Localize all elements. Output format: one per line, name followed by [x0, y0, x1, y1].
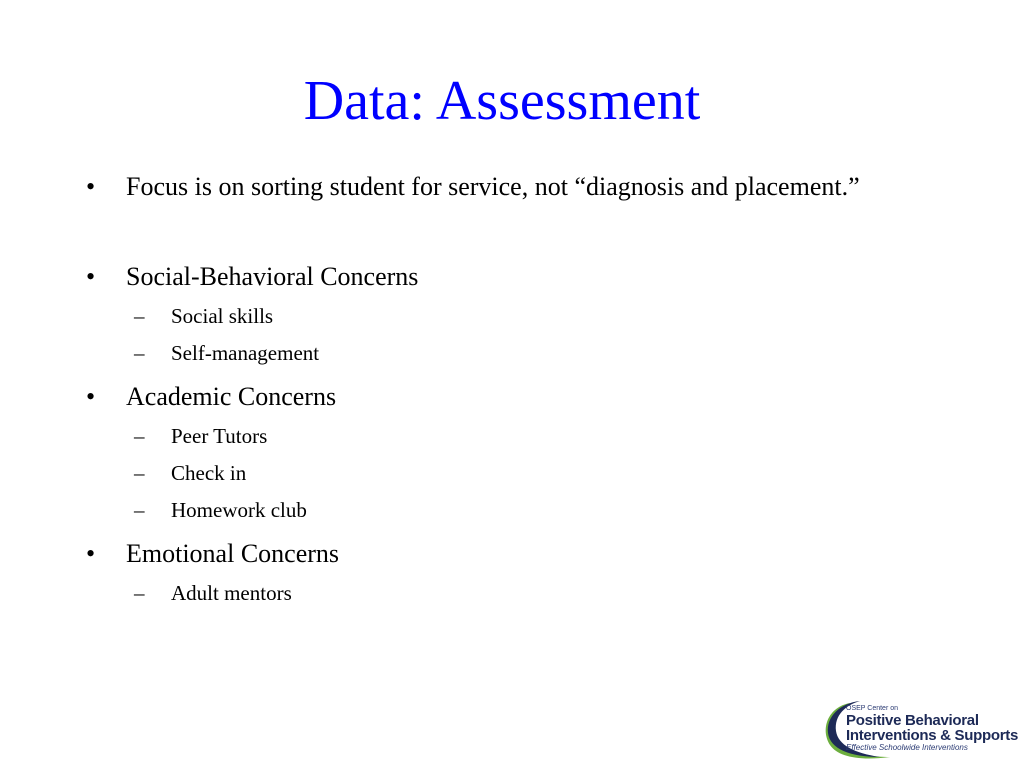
dash-glyph: – — [134, 461, 145, 485]
sub-item-check-in — [126, 455, 956, 492]
slide-title: Data: Assessment — [303, 70, 701, 132]
logo-tagline: Effective Schoolwide Interventions — [846, 743, 968, 752]
pbis-logo — [820, 699, 1020, 761]
dash-glyph: – — [134, 581, 145, 605]
bullet-text: Social-Behavioral Concerns — [126, 262, 419, 291]
bullet-list — [86, 168, 956, 618]
logo-line3: Interventions & Supports — [846, 727, 1018, 744]
sub-item-homework-club — [126, 492, 956, 529]
bullet-glyph: • — [86, 172, 96, 201]
dash-glyph: – — [134, 498, 145, 522]
bullet-item-focus — [86, 168, 956, 206]
bullet-text: Focus is on sorting student for service, not “diagnosis and placement.” — [126, 172, 860, 201]
bullet-item-social-behavioral — [86, 258, 956, 372]
bullet-item-emotional — [86, 535, 956, 612]
sub-item-text: Adult mentors — [171, 581, 292, 605]
sub-list — [126, 418, 956, 529]
bullet-glyph: • — [86, 539, 96, 568]
bullet-text: Emotional Concerns — [126, 539, 340, 568]
logo-line1: OSEP Center on — [846, 705, 899, 712]
bullet-glyph: • — [86, 262, 96, 291]
dash-glyph: – — [134, 341, 145, 365]
sub-item-text: Social skills — [171, 304, 274, 328]
sub-item-self-management — [126, 335, 956, 372]
bullet-item-academic — [86, 378, 956, 529]
sub-item-text: Homework club — [171, 498, 307, 522]
sub-list — [126, 298, 956, 372]
sub-item-text: Check in — [171, 461, 247, 485]
bullet-glyph: • — [86, 382, 96, 411]
sub-item-text: Peer Tutors — [171, 424, 268, 448]
sub-item-social-skills — [126, 298, 956, 335]
sub-item-text: Self-management — [171, 341, 320, 365]
sub-item-peer-tutors — [126, 418, 956, 455]
dash-glyph: – — [134, 304, 145, 328]
dash-glyph: – — [134, 424, 145, 448]
logo-line2: Positive Behavioral — [846, 712, 979, 729]
logo-text — [846, 705, 1018, 752]
sub-list — [126, 575, 956, 612]
sub-item-adult-mentors — [126, 575, 956, 612]
bullet-text: Academic Concerns — [126, 382, 337, 411]
